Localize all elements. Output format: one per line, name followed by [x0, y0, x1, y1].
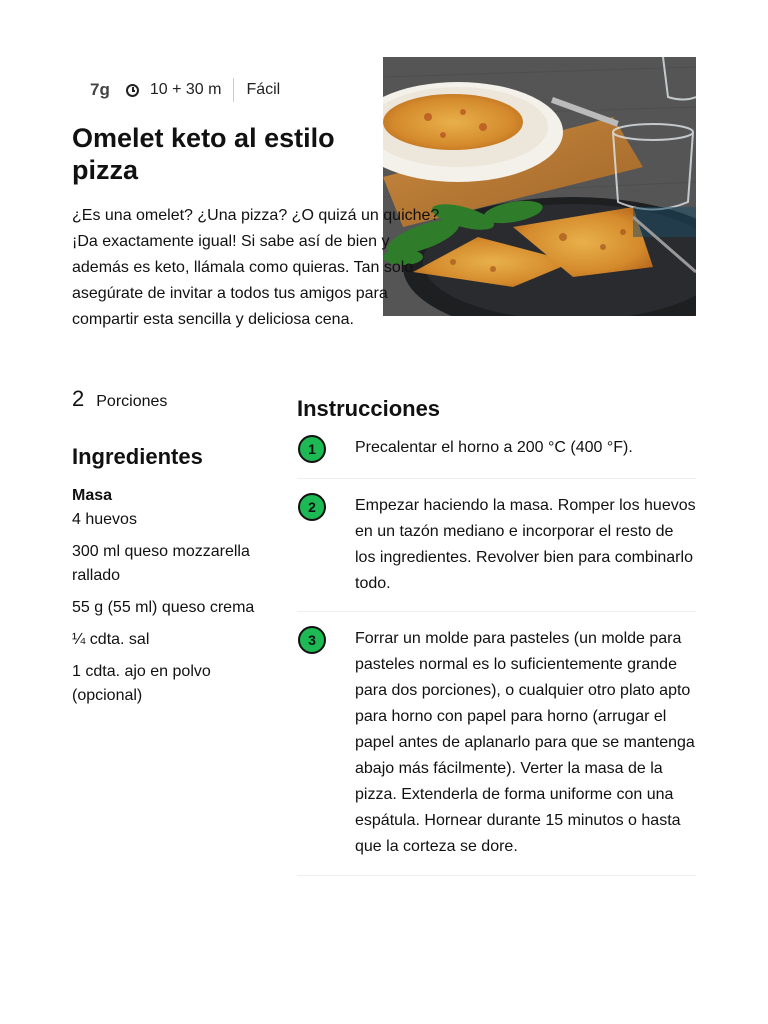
carbs-value: 7g: [90, 80, 110, 99]
instructions-list: [297, 425, 696, 876]
servings-count: 2: [72, 386, 85, 411]
ingredients-heading: Ingredientes: [72, 444, 203, 469]
step-text: Empezar haciendo la masa. Romper los huevos en un tazón mediano e incorporar el resto de los ingredientes. Revolver bien para combinarlo todo.: [355, 497, 696, 592]
step-number-badge: 3: [298, 626, 326, 654]
step-item: [297, 612, 696, 876]
recipe-intro: ¿Es una omelet? ¿Una pizza? ¿O quizá un quiche? ¡Da exactamente igual! Si sabe así de bien y además es keto, llámala como quieras. Tan solo asegúrate de invitar a todos tus amigos para compartir esta sencilla y deliciosa cena.: [72, 207, 440, 328]
list-item: 55 g (55 ml) queso crema: [72, 599, 255, 616]
step-text: Precalentar el horno a 200 °C (400 °F).: [355, 439, 633, 456]
recipe-title: Omelet keto al estilo pizza: [72, 123, 335, 185]
step-item: [297, 479, 696, 612]
list-item: 300 ml queso mozzarella rallado: [72, 543, 250, 584]
recipe-meta: [90, 78, 280, 102]
clock-icon: [126, 84, 139, 97]
difficulty-value: Fácil: [246, 81, 281, 98]
meta-divider: [233, 78, 234, 102]
list-item: 4 huevos: [72, 511, 137, 528]
step-number-badge: 2: [298, 493, 326, 521]
servings-control[interactable]: [72, 386, 167, 412]
list-item: 1 cdta. ajo en polvo (opcional): [72, 663, 211, 704]
ingredient-group-title: Masa: [72, 487, 113, 504]
ingredients-list: [72, 484, 262, 716]
list-item: ¼ cdta. sal: [72, 631, 150, 648]
step-text: Forrar un molde para pasteles (un molde para pasteles normal es lo suficientemente grande para dos porciones), o cualquier otro plato apto para horno con papel para horno (arrugar el papel antes de aplanarlo para que se mantenga abajo más fácilmente). Verter la masa de la pizza. Extenderla de forma uniforme con una espátula. Hornear durante 15 minutos o hasta que la corteza se dore.: [355, 630, 695, 855]
step-item: [297, 425, 696, 479]
step-number-badge: 1: [298, 435, 326, 463]
instructions-heading: Instrucciones: [297, 396, 441, 421]
servings-label: Porciones: [96, 393, 168, 410]
time-value: 10 + 30 m: [149, 81, 222, 98]
